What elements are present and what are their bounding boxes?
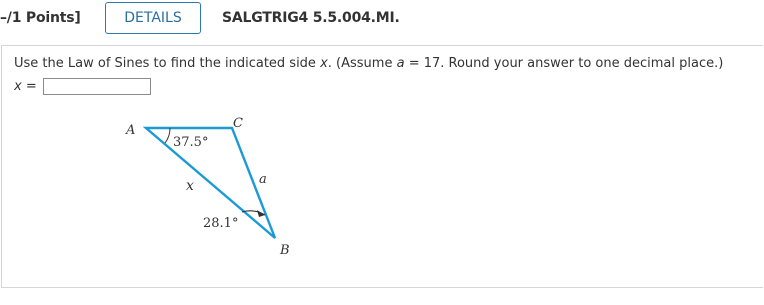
answer-label-eq: = bbox=[21, 78, 37, 94]
question-var-x: x bbox=[320, 56, 328, 71]
vertex-c-label: C bbox=[233, 116, 243, 131]
answer-label-var: x bbox=[14, 78, 22, 94]
points-label: –/1 Points] bbox=[0, 10, 81, 26]
side-x-label: x bbox=[186, 178, 194, 194]
details-button[interactable]: DETAILS bbox=[105, 2, 201, 34]
angle-b-label: 28.1° bbox=[203, 216, 239, 231]
angle-a-arc bbox=[165, 128, 170, 143]
question-var-a: a bbox=[396, 56, 405, 71]
question-text-part: Use the Law of Sines to find the indicated side bbox=[14, 56, 321, 71]
question-text-part: . (Assume bbox=[327, 56, 397, 71]
vertex-a-label: A bbox=[126, 123, 136, 138]
angle-a-label: 37.5° bbox=[173, 135, 209, 150]
question-id: SALGTRIG4 5.5.004.MI. bbox=[222, 10, 400, 26]
question-text-part: = 17. Round your answer to one decimal place.) bbox=[404, 56, 724, 71]
vertex-b-label: B bbox=[280, 243, 290, 258]
side-a-label: a bbox=[259, 172, 267, 187]
